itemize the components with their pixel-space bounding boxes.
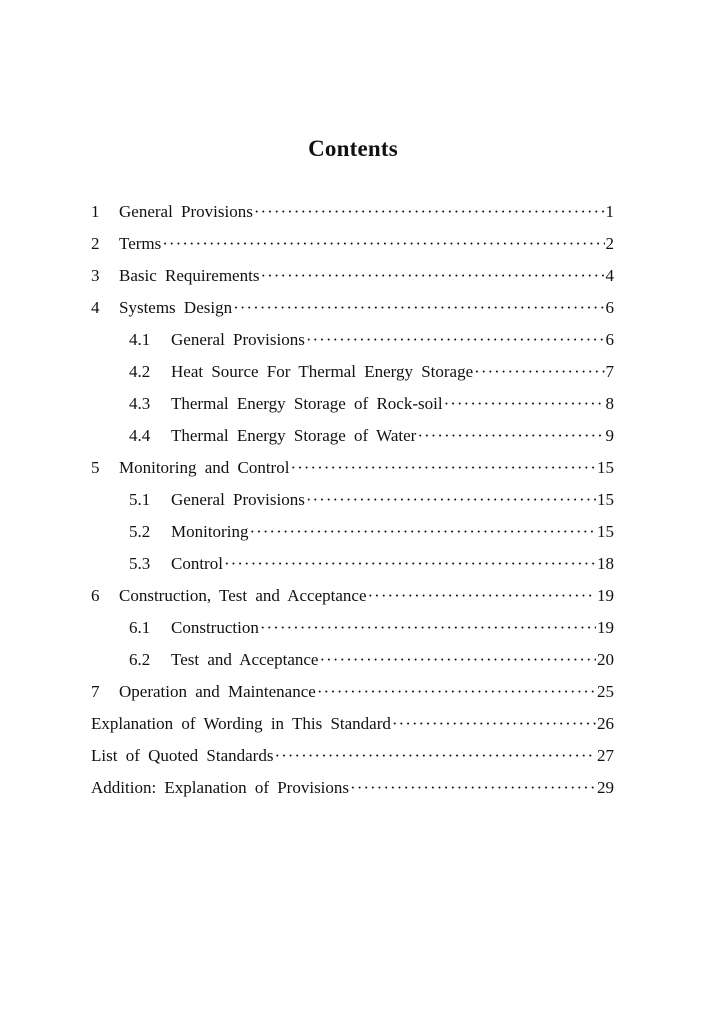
toc-entry[interactable]	[91, 740, 614, 772]
dot-leader	[444, 388, 605, 420]
toc-entry[interactable]	[91, 388, 614, 420]
toc-entry-page-number: 1	[605, 202, 614, 221]
toc-entry-label: Explanation of Wording in This Standard	[91, 714, 391, 733]
toc-entry[interactable]	[91, 260, 614, 292]
toc-entry-page-number: 2	[605, 234, 614, 253]
toc-entry-label: Construction	[171, 618, 259, 637]
dot-leader	[350, 772, 596, 804]
toc-entry[interactable]	[91, 228, 614, 260]
toc-entry-label: Monitoring and Control	[119, 458, 290, 477]
toc-entry-label: General Provisions	[171, 330, 305, 349]
toc-entry-label: Test and Acceptance	[171, 650, 319, 669]
dot-leader	[260, 260, 604, 292]
toc-entry-number: 7	[91, 682, 100, 701]
dot-leader	[368, 580, 597, 612]
toc-entry[interactable]	[91, 580, 614, 612]
toc-entry-label: Terms	[119, 234, 162, 253]
table-of-contents	[91, 196, 614, 804]
toc-entry-number: 6.2	[129, 650, 151, 669]
toc-entry-label: Basic Requirements	[119, 266, 260, 285]
toc-entry-page-number: 26	[597, 714, 614, 733]
toc-entry-label: Addition: Explanation of Provisions	[91, 778, 350, 797]
toc-entry-label: Heat Source For Thermal Energy Storage	[171, 362, 474, 381]
toc-entry-page-number: 7	[605, 362, 614, 381]
toc-entry-label: Systems Design	[119, 298, 233, 317]
toc-entry-page-number: 15	[597, 522, 614, 541]
toc-entry-page-number: 4	[605, 266, 614, 285]
toc-entry-page-number: 6	[605, 330, 614, 349]
toc-entry-label: General Provisions	[171, 490, 305, 509]
toc-entry-number: 4.4	[129, 426, 151, 445]
toc-entry-page-number: 29	[597, 778, 614, 797]
toc-entry[interactable]	[91, 772, 614, 804]
toc-entry-page-number: 15	[597, 490, 614, 509]
toc-entry-label: Operation and Maintenance	[119, 682, 316, 701]
toc-entry-number: 1	[91, 202, 100, 221]
toc-entry-page-number: 8	[605, 394, 614, 413]
toc-entry[interactable]	[91, 548, 614, 580]
dot-leader	[254, 196, 605, 228]
toc-entry[interactable]	[91, 324, 614, 356]
toc-entry-label: Construction, Test and Acceptance	[119, 586, 367, 605]
dot-leader	[162, 228, 604, 260]
toc-entry[interactable]	[91, 612, 614, 644]
toc-entry[interactable]	[91, 420, 614, 452]
toc-entry-number: 4.1	[129, 330, 151, 349]
toc-entry-number: 5.1	[129, 490, 151, 509]
dot-leader	[233, 292, 604, 324]
toc-entry[interactable]	[91, 292, 614, 324]
dot-leader	[319, 644, 596, 676]
toc-entry-label: List of Quoted Standards	[91, 746, 274, 765]
toc-entry-page-number: 19	[597, 586, 614, 605]
toc-entry-page-number: 27	[597, 746, 614, 765]
toc-entry-label: Monitoring	[171, 522, 249, 541]
toc-entry-label: Thermal Energy Storage of Water	[171, 426, 417, 445]
toc-entry-number: 4.2	[129, 362, 151, 381]
toc-entry[interactable]	[91, 676, 614, 708]
toc-entry-page-number: 9	[605, 426, 614, 445]
toc-entry-page-number: 18	[597, 554, 614, 573]
toc-entry[interactable]	[91, 708, 614, 740]
toc-entry-number: 5.3	[129, 554, 151, 573]
dot-leader	[249, 516, 596, 548]
dot-leader	[317, 676, 596, 708]
toc-entry-number: 3	[91, 266, 100, 285]
toc-entry-number: 5.2	[129, 522, 151, 541]
toc-entry[interactable]	[91, 196, 614, 228]
toc-entry[interactable]	[91, 644, 614, 676]
toc-entry[interactable]	[91, 356, 614, 388]
toc-entry[interactable]	[91, 516, 614, 548]
dot-leader	[306, 484, 596, 516]
dot-leader	[306, 324, 605, 356]
toc-entry-page-number: 15	[597, 458, 614, 477]
toc-entry-label: Thermal Energy Storage of Rock-soil	[171, 394, 443, 413]
toc-entry-number: 4	[91, 298, 100, 317]
toc-entry-label: Control	[171, 554, 223, 573]
toc-entry-page-number: 25	[597, 682, 614, 701]
toc-entry-page-number: 20	[597, 650, 614, 669]
dot-leader	[224, 548, 596, 580]
dot-leader	[260, 612, 596, 644]
toc-entry-number: 6.1	[129, 618, 151, 637]
dot-leader	[392, 708, 596, 740]
dot-leader	[417, 420, 604, 452]
toc-entry-page-number: 6	[605, 298, 614, 317]
toc-entry-number: 4.3	[129, 394, 151, 413]
toc-entry[interactable]	[91, 484, 614, 516]
toc-entry[interactable]	[91, 452, 614, 484]
toc-entry-number: 2	[91, 234, 100, 253]
toc-entry-label: General Provisions	[119, 202, 253, 221]
toc-entry-number: 6	[91, 586, 100, 605]
dot-leader	[474, 356, 604, 388]
dot-leader	[290, 452, 596, 484]
page-title: Contents	[308, 136, 398, 161]
dot-leader	[274, 740, 596, 772]
toc-entry-number: 5	[91, 458, 100, 477]
toc-entry-page-number: 19	[597, 618, 614, 637]
